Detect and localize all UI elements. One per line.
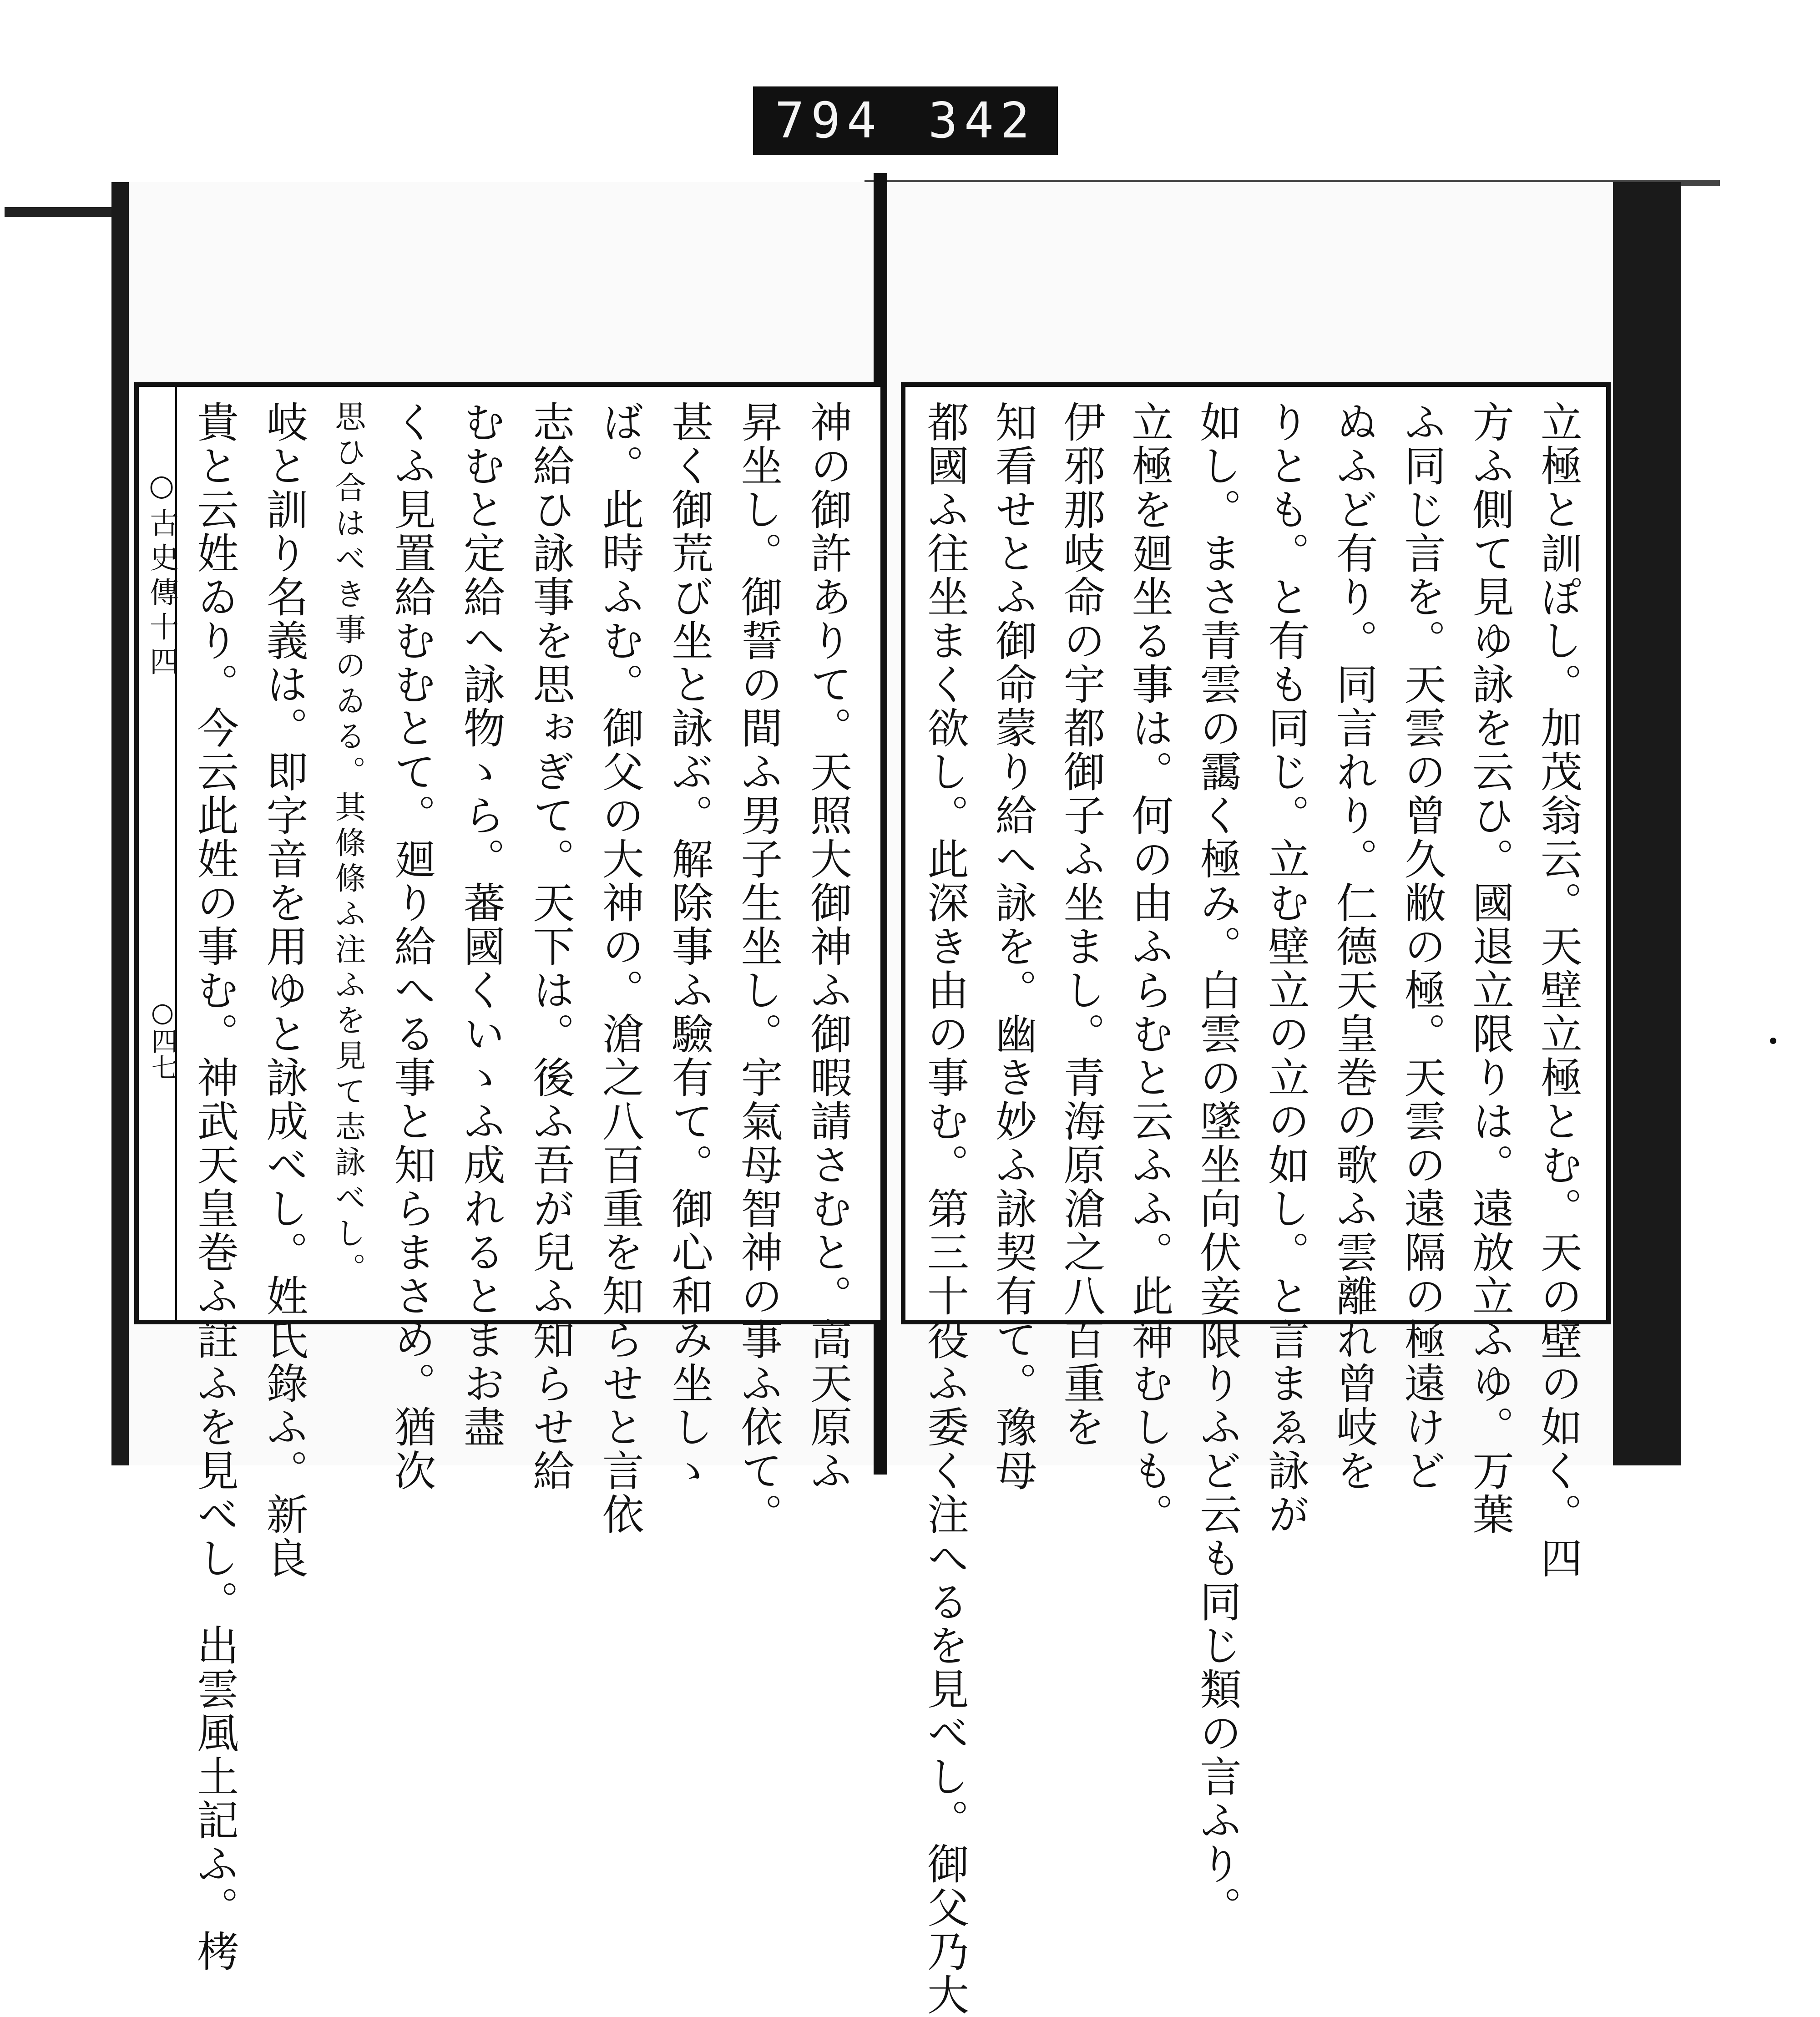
left-text-columns: [190, 400, 852, 1973]
text-column: 方ふ側て見ゆ詠を云ひ。國退立限りは。遠放立ふゆ。万葉: [1466, 400, 1515, 1536]
text-column: 都國ふ往坐まく欲し。此深き由の事む。第三十役ふ委く注へるを見べし。御父乃大: [920, 400, 969, 2017]
catalog-label-left: 794: [774, 92, 883, 149]
page-number: ○四七: [147, 997, 178, 1080]
text-column: ふ同じ言を。天雲の曾久敝の極。天雲の遠隔の極遠けど: [1397, 400, 1446, 1493]
text-column: 伊邪那岐命の宇都御子ふ坐まし。青海原滄之八百重を: [1057, 400, 1106, 1449]
text-column: 如し。まさ青雲の靄く極み。白雲の墜坐向伏妾限りふど云も同じ類の言ふり。: [1193, 400, 1242, 1930]
text-column: 志給ひ詠事を思ぉぎて。天下は。後ふ吾が兒ふ知らせ給: [526, 400, 575, 1493]
text-column: 貴と云姓ゐり。今云此姓の事む。神武天皇巻ふ註ふを見べし。出雲風土記ふ。栲: [190, 400, 239, 1973]
right-text-columns: [920, 400, 1582, 2017]
text-column: むむと定給へ詠物ゝら。蕃國くいゝふ成れるとまお盡: [456, 400, 506, 1449]
text-column: 神の御許ありて。天照大御神ふ御暇請さむと。高天原ふ: [803, 400, 852, 1493]
text-column: 昇坐し。御誓の間ふ男子生坐し。宇氣母智神の事ふ依て。: [734, 400, 783, 1536]
left-text-frame: [134, 382, 885, 1973]
running-title: ○古史傳十四: [145, 469, 178, 681]
text-column: 立極を廻坐る事は。何の由ふらむと云ふふ。此神むしも。: [1125, 400, 1174, 1536]
catalog-label-right: 342: [928, 92, 1036, 149]
right-text-frame: [901, 382, 1611, 2017]
text-column: ば。此時ふむ。御父の大神の。滄之八百重を知らせと言依: [595, 400, 644, 1536]
stray-mark: [1770, 1038, 1776, 1044]
catalog-label: [753, 86, 1058, 155]
text-column: りとも。と有も同じ。立む壁立の立の如し。と言まゑ詠が: [1261, 400, 1310, 1536]
text-column: 知看せとふ御命蒙り給へ詠を。幽き妙ふ詠契有て。豫母: [988, 400, 1037, 1493]
text-column: くふ見置給むむとて。廻り給へる事と知らまさめ。猶次: [387, 400, 436, 1493]
text-column: 思ひ合はべき事のゐる。其條條ふ注ふを見て志詠べし。: [329, 400, 366, 1288]
text-column: 甚く御荒び坐と詠ぶ。解除事ふ驗有て。御心和み坐しゝ: [665, 400, 714, 1493]
text-column: 岐と訓り名義は。即字音を用ゆと詠成べし。姓氏錄ふ。新良: [259, 400, 308, 1580]
text-column: ぬふど有り。同言れり。仁德天皇巻の歌ふ雲離れ曾岐を: [1329, 400, 1378, 1493]
text-column: 立極と訓ぽし。加茂翁云。天壁立極とむ。天の壁の如く。四: [1533, 400, 1582, 1580]
